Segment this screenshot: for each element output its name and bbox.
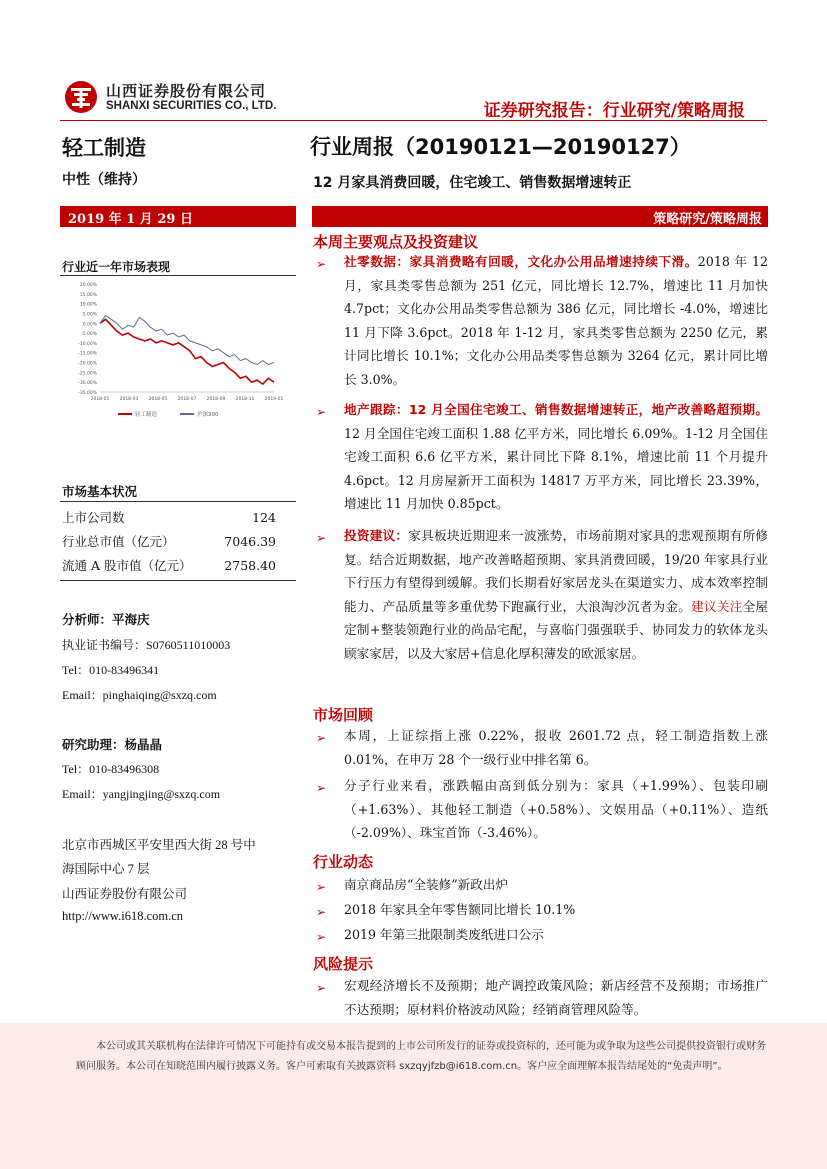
analyst-email[interactable]: Email：pinghaiqing@sxzq.com xyxy=(62,688,217,702)
y-tick-label: 5.00% xyxy=(82,312,97,318)
x-tick-label: 2018-11 xyxy=(235,397,255,402)
logo-mark-icon xyxy=(63,79,99,115)
analyst-title: 分析师：平海庆 xyxy=(62,612,150,627)
market-value: 124 xyxy=(252,509,276,525)
table-row xyxy=(62,553,276,577)
arrow-bullet-icon: ➢ xyxy=(316,930,327,944)
x-tick-label: 2018-09 xyxy=(206,397,226,402)
assistant-tel: Tel：010-83496308 xyxy=(62,762,160,776)
paragraph-head: 地产跟踪：12 月全国住宅竣工、销售数据增速转正，地产改善略超预期。 xyxy=(344,402,768,417)
page-title: 行业周报（20190121—20190127） xyxy=(310,135,691,159)
strategy-band xyxy=(312,206,768,227)
market-title: 市场基本状况 xyxy=(62,484,138,499)
market-rule-bottom xyxy=(60,580,296,581)
paragraph-body: 家具板块近期迎来一波涨势，市场前期对家具的悲观预期有所修复。结合近期数据，地产改善略超预期、家具消费回暖，19/20 年家具行业下行压力有望得到缓解。我们长期看好家居龙头在渠道实力、成本效率控制能力、产品质量等多重优势下跑赢行业，大浪淘沙沉者为金。 xyxy=(344,528,769,614)
market-label: 行业总市值（亿元） xyxy=(62,534,175,549)
legend-label: 沪深300 xyxy=(197,412,219,418)
paragraph-retail xyxy=(344,250,768,391)
y-tick-label: 20.00% xyxy=(79,283,97,288)
y-tick-label: 15.00% xyxy=(79,292,97,298)
market-review-2: 分子行业来看，涨跌幅由高到低分别为：家具（+1.99%）、包装印刷（+1.63%）、其他轻工制造（+0.58%）、文娱用品（+0.11%）、造纸（-2.09%）、珠宝首饰（-3.46%）。 xyxy=(344,778,768,840)
report-type: 证券研究报告：行业研究/策略周报 xyxy=(483,101,745,121)
arrow-bullet-icon: ➢ xyxy=(316,880,327,894)
y-tick-label: -10.00% xyxy=(78,341,97,347)
market-label: 流通 A 股市值（亿元） xyxy=(62,558,192,573)
assistant-title: 研究助理：杨晶晶 xyxy=(62,737,163,752)
news-item: 2019 年第三批限制类废纸进口公示 xyxy=(344,927,544,942)
market-table xyxy=(62,505,276,577)
x-tick-label: 2018-07 xyxy=(177,397,197,402)
y-tick-label: -15.00% xyxy=(78,351,97,357)
news-item: 南京商品房“全装修”新政出炉 xyxy=(344,877,509,892)
arrow-bullet-icon: ➢ xyxy=(316,905,327,919)
footer-disclaimer xyxy=(0,1023,827,1169)
rating: 中性（维持） xyxy=(62,172,146,188)
paragraph-head: 投资建议： xyxy=(344,528,409,543)
y-tick-label: -30.00% xyxy=(78,381,97,387)
news-item: 2018 年家具全年零售额同比增长 10.1% xyxy=(344,902,576,917)
company-name-en: SHANXI SECURITIES CO., LTD. xyxy=(106,100,277,112)
company-logo xyxy=(63,79,99,115)
market-value: 7046.39 xyxy=(224,533,276,549)
section-heading: 风险提示 xyxy=(313,955,374,973)
market-chart xyxy=(62,280,294,422)
y-tick-label: -5.00% xyxy=(81,332,97,338)
market-review-1: 本周，上证综指上涨 0.22%，报收 2601.72 点，轻工制造指数上涨 0.01%，在申万 28 个一级行业中排名第 6。 xyxy=(344,728,768,767)
x-tick-label: 2018-03 xyxy=(119,397,139,402)
chart-title: 行业近一年市场表现 xyxy=(62,260,171,274)
table-row xyxy=(62,529,276,553)
risk-text: 宏观经济增长不及预期；地产调控政策风险；新店经营不及预期；市场推广不达预期；原材料价格波动风险；经销商管理风险等。 xyxy=(344,978,768,1017)
market-value: 2758.40 xyxy=(224,557,276,573)
report-date: 2019 年 1 月 29 日 xyxy=(68,212,193,227)
address-line-1: 北京市西城区平安里西大街 28 号中 xyxy=(62,838,256,852)
series-line xyxy=(100,319,274,384)
advice-highlight: 建议关注 xyxy=(691,598,743,614)
y-tick-label: -25.00% xyxy=(78,371,97,377)
paragraph-body-end: 全屋定制+整装领跑行业的尚品宅配，与喜临门强强联手、协同发力的软体龙头顾家家居，以及大家居+信息化厚积薄发的欧派家居。 xyxy=(344,598,769,661)
section-heading: 市场回顾 xyxy=(313,706,374,724)
market-label: 上市公司数 xyxy=(62,510,125,525)
x-tick-label: 2018-01 xyxy=(90,397,110,402)
analyst-cert: 执业证书编号：S0760511010003 xyxy=(62,638,231,652)
section-heading: 行业动态 xyxy=(313,853,374,871)
assistant-email[interactable]: Email：yangjingjing@sxzq.com xyxy=(62,787,221,801)
page-subtitle: 12 月家具消费回暖，住宅竣工、销售数据增速转正 xyxy=(313,175,632,191)
paragraph-property xyxy=(344,398,768,516)
table-row xyxy=(62,505,276,529)
x-tick-label: 2018-05 xyxy=(148,397,168,402)
paragraph-body: 2018 年 12 月，家具类零售总额为 251 亿元，同比增长 12.7%，增速比 11 月加快 4.7pct；文化办公用品类零售总额为 386 亿元，同比增长 -4.0%，增速比 11 月下降 3.6pct。2018 年 1-12 月，家具类零售总额为 2250 亿元，累计同比增长 10.1%；文化办公用品类零售总额为 3264 亿元，累计同比增长 3.0%。 xyxy=(344,254,769,387)
y-tick-label: -20.00% xyxy=(78,361,97,367)
market-rule-top xyxy=(60,501,296,502)
website-link[interactable]: http://www.i618.com.cn xyxy=(62,909,184,923)
y-tick-label: 0.00% xyxy=(82,322,97,328)
series-line xyxy=(100,315,274,364)
header-rule xyxy=(60,120,767,121)
arrow-bullet-icon: ➢ xyxy=(316,405,327,419)
paragraph-body: 12 月全国住宅竣工面积 1.88 亿平方米，同比增长 6.09%。1-12 月全国住宅竣工面积 6.6 亿平方米，累计同比下降 8.1%，增速比前 11 个月提升 4.6pct。12 月房屋新开工面积为 14817 万平方米，同比增长 23.39%，增速比 11 月加快 0.85pct。 xyxy=(344,425,768,511)
y-tick-label: 10.00% xyxy=(79,302,97,308)
strategy-label: 策略研究/策略周报 xyxy=(653,212,762,227)
analyst-tel: Tel：010-83496341 xyxy=(62,663,160,677)
arrow-bullet-icon: ➢ xyxy=(316,981,327,995)
y-tick-label: -35.00% xyxy=(78,391,97,396)
disclaimer-text: 本公司或其关联机构在法律许可情况下可能持有或交易本报告提到的上市公司所发行的证券或投资标的，还可能为或争取为这些公司提供投资银行或财务顾问服务。本公司在知晓范围内履行披露义务。客户可索取有关披露资料 sxzqyjfzb@i618.com.cn。客户应全面理解本报告结尾处的“免责声明”。 xyxy=(76,1041,766,1072)
legend-label: 轻工制造 xyxy=(135,412,158,418)
arrow-bullet-icon: ➢ xyxy=(316,781,327,795)
arrow-bullet-icon: ➢ xyxy=(316,257,327,271)
address-line-3: 山西证券股份有限公司 xyxy=(62,887,188,901)
company-name-cn: 山西证券股份有限公司 xyxy=(106,82,267,100)
address-line-2: 海国际中心 7 层 xyxy=(62,862,150,876)
arrow-bullet-icon: ➢ xyxy=(316,531,327,545)
section-heading: 本周主要观点及投资建议 xyxy=(313,233,479,251)
paragraph-advice xyxy=(344,524,768,665)
sector-name: 轻工制造 xyxy=(62,136,146,160)
chart-rule xyxy=(60,275,296,276)
x-tick-label: 2019-01 xyxy=(264,397,284,402)
arrow-bullet-icon: ➢ xyxy=(316,731,327,745)
date-band xyxy=(60,206,296,227)
paragraph-head: 社零数据：家具消费略有回暖，文化办公用品增速持续下滑。 xyxy=(344,254,698,269)
